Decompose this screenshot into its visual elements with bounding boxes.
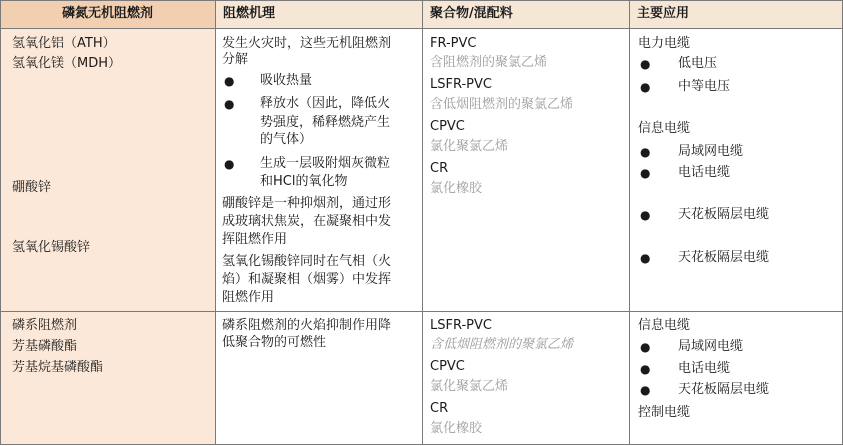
- polymer-cr: CR: [430, 161, 449, 176]
- bullet-icon: ●: [640, 383, 651, 397]
- bullet-icon: ●: [224, 157, 235, 171]
- application-info-cable: 信息电缆: [638, 121, 691, 136]
- application-phone-cable: 电话电缆: [678, 165, 731, 180]
- mechanism-bullet-oxide-l2: 和HCl的氧化物: [260, 174, 348, 189]
- application-plenum-cable: 天花板隔层电缆: [678, 207, 770, 222]
- application-info-cable: 信息电缆: [638, 318, 691, 333]
- zinc-stannate-mechanism-l2: 焰）和凝聚相（烟雾）中发挥: [222, 272, 392, 287]
- mechanism-bullet-release-water-l1: 释放水（因此，降低火: [260, 96, 391, 111]
- phosphorus-mechanism-l2: 低聚合物的可燃性: [222, 335, 327, 350]
- bullet-icon: ●: [640, 145, 651, 159]
- polymer-cr: CR: [430, 401, 449, 416]
- application-low-voltage: 低电压: [678, 56, 718, 71]
- bullet-icon: ●: [640, 362, 651, 376]
- application-power-cable: 电力电缆: [638, 36, 691, 51]
- application-control-cable: 控制电缆: [638, 405, 691, 420]
- polymer-cpvc: CPVC: [430, 119, 465, 134]
- aryl-phosphate-label: 芳基磷酸酯: [12, 339, 78, 354]
- application-lan-cable: 局域网电缆: [678, 339, 744, 354]
- mechanism-bullet-oxide-l1: 生成一层吸附烟灰微粒: [260, 156, 391, 171]
- mechanism-bullet-absorb-heat: 吸收热量: [260, 73, 313, 88]
- zinc-stannate-mechanism-l3: 阻燃作用: [222, 290, 275, 305]
- polymer-cpvc-desc: 氯化聚氯乙烯: [430, 139, 509, 154]
- bullet-icon: ●: [640, 57, 651, 71]
- ath-label: 氢氧化铝（ATH）: [12, 36, 116, 51]
- header-col-application: 主要应用: [629, 0, 843, 28]
- bullet-icon: ●: [224, 97, 235, 111]
- application-phone-cable: 电话电缆: [678, 361, 731, 376]
- header-col-flame-retardant: 磷氮无机阻燃剂: [0, 0, 215, 28]
- polymer-cr-desc: 氯化橡胶: [430, 421, 483, 436]
- grid-v0: [0, 0, 1, 445]
- zinc-borate-mechanism-l3: 挥阻燃作用: [222, 232, 288, 247]
- zinc-stannate-label: 氢氧化锡酸锌: [12, 240, 91, 255]
- zinc-stannate-mechanism-l1: 氢氧化锡酸锌同时在气相（火: [222, 254, 392, 269]
- mechanism-intro-line2: 分解: [222, 52, 249, 67]
- zinc-borate-label: 硼酸锌: [12, 180, 52, 195]
- polymer-lsfr-pvc: LSFR-PVC: [430, 318, 492, 333]
- application-plenum-cable: 天花板隔层电缆: [678, 382, 770, 397]
- grid-v3: [629, 0, 630, 445]
- polymer-lsfr-pvc-desc: 含低烟阻燃剂的聚氯乙烯: [430, 97, 574, 112]
- mechanism-bullet-release-water-l3: 的气体）: [260, 132, 313, 147]
- application-mid-voltage: 中等电压: [678, 79, 731, 94]
- application-plenum-cable: 天花板隔层电缆: [678, 250, 770, 265]
- polymer-lsfr-pvc: LSFR-PVC: [430, 77, 492, 92]
- bullet-icon: ●: [224, 74, 235, 88]
- bullet-icon: ●: [640, 340, 651, 354]
- polymer-fr-pvc: FR-PVC: [430, 36, 477, 51]
- polymer-fr-pvc-desc: 含阻燃剂的聚氯乙烯: [430, 55, 548, 70]
- phosphorus-mechanism-l1: 磷系阻燃剂的火焰抑制作用降: [222, 318, 392, 333]
- polymer-cpvc: CPVC: [430, 359, 465, 374]
- polymer-cpvc-desc: 氯化聚氯乙烯: [430, 379, 509, 394]
- polymer-lsfr-pvc-desc: 含低烟阻燃剂的聚氯乙烯: [430, 337, 574, 352]
- grid-v2: [422, 0, 423, 445]
- mechanism-intro-line1: 发生火灾时，这些无机阻燃剂: [222, 36, 392, 51]
- application-lan-cable: 局域网电缆: [678, 144, 744, 159]
- bullet-icon: ●: [640, 208, 651, 222]
- bullet-icon: ●: [640, 166, 651, 180]
- bullet-icon: ●: [640, 80, 651, 94]
- phosphorus-retardant-label: 磷系阻燃剂: [12, 318, 78, 333]
- polymer-cr-desc: 氯化橡胶: [430, 181, 483, 196]
- zinc-borate-mechanism-l1: 硼酸锌是一种抑烟剂，通过形: [222, 196, 392, 211]
- bullet-icon: ●: [640, 251, 651, 265]
- grid-v1: [215, 0, 216, 445]
- header-col-polymer: 聚合物/混配料: [422, 0, 629, 28]
- zinc-borate-mechanism-l2: 成玻璃状焦炭，在凝聚相中发: [222, 214, 392, 229]
- mechanism-bullet-release-water-l2: 势强度，稀释燃烧产生: [260, 115, 391, 130]
- mdh-label: 氢氧化镁（MDH）: [12, 56, 122, 71]
- aryl-alkyl-phosphate-label: 芳基烷基磷酸酯: [12, 360, 104, 375]
- header-col-mechanism: 阻燃机理: [215, 0, 422, 28]
